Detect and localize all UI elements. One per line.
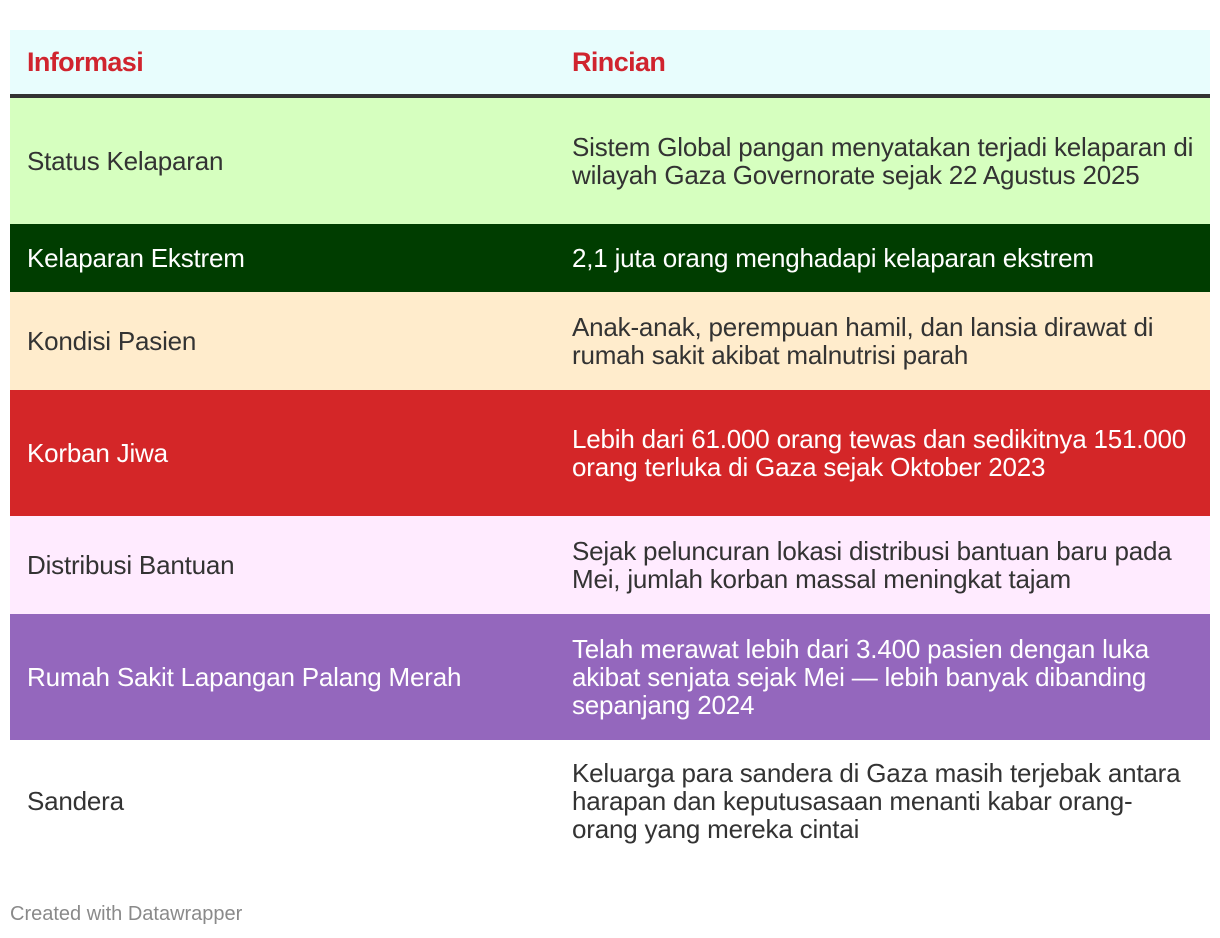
table-row xyxy=(10,98,1210,224)
table-row xyxy=(10,516,1210,614)
row-detail: Anak-anak, perempuan hamil, dan lansia dirawat di rumah sakit akibat malnutrisi parah xyxy=(572,312,1154,370)
table-row xyxy=(10,390,1210,516)
row-detail: Telah merawat lebih dari 3.400 pasien dengan luka akibat senjata sejak Mei — lebih banyak dibanding sepanjang 2024 xyxy=(572,634,1150,720)
row-label: Sandera xyxy=(27,786,124,816)
row-detail: Sistem Global pangan menyatakan terjadi kelaparan di wilayah Gaza Governorate sejak 22 Agustus 2025 xyxy=(572,132,1194,190)
table-header xyxy=(10,30,1210,98)
info-table xyxy=(10,30,1210,862)
row-label: Rumah Sakit Lapangan Palang Merah xyxy=(27,662,462,692)
row-label: Kondisi Pasien xyxy=(27,326,197,356)
row-label: Status Kelaparan xyxy=(27,146,224,176)
header-informasi: Informasi xyxy=(27,46,144,77)
row-label: Distribusi Bantuan xyxy=(27,550,235,580)
row-detail: Lebih dari 61.000 orang tewas dan sedikitnya 151.000 orang terluka di Gaza sejak Oktober 2023 xyxy=(572,424,1187,482)
header-rincian: Rincian xyxy=(572,46,666,77)
row-label: Kelaparan Ekstrem xyxy=(27,243,245,273)
table-row xyxy=(10,614,1210,740)
datawrapper-credit: Created with Datawrapper xyxy=(10,903,243,925)
row-detail: Sejak peluncuran lokasi distribusi bantuan baru pada Mei, jumlah korban massal meningkat tajam xyxy=(572,536,1172,594)
table-row xyxy=(10,740,1210,862)
row-detail: Keluarga para sandera di Gaza masih terjebak antara harapan dan keputusasaan menanti kabar orang-orang yang mereka cintai xyxy=(572,758,1181,844)
row-label: Korban Jiwa xyxy=(27,438,168,468)
row-detail: 2,1 juta orang menghadapi kelaparan ekstrem xyxy=(572,243,1094,273)
table-row xyxy=(10,224,1210,292)
table-row xyxy=(10,292,1210,390)
